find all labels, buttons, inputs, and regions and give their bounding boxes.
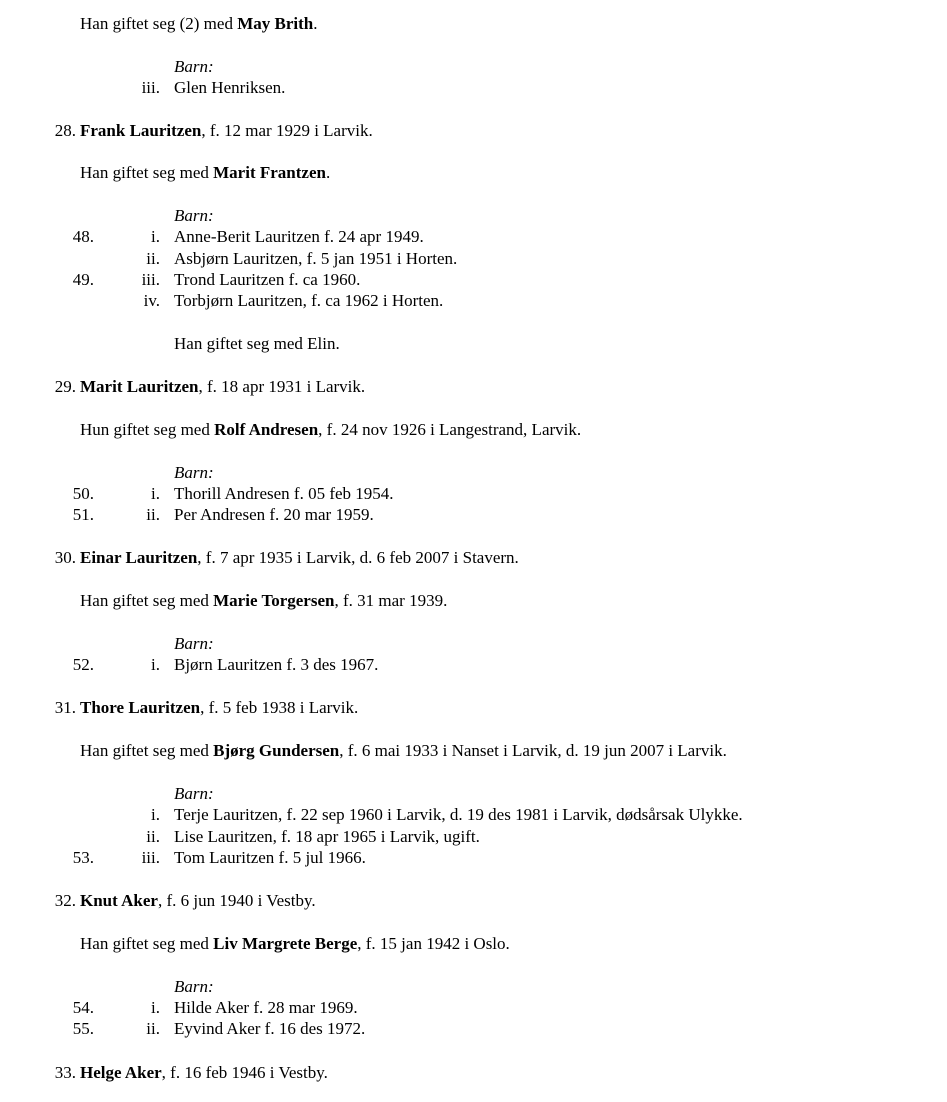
marriage-line bbox=[80, 13, 317, 34]
person-details: , f. 6 jun 1940 i Vestby. bbox=[157, 891, 316, 910]
entry-heading bbox=[80, 547, 519, 568]
entry-number: 31. bbox=[54, 698, 76, 717]
child-text: Anne-Berit Lauritzen f. 24 apr 1949. bbox=[174, 227, 424, 246]
person-name: Einar Lauritzen bbox=[80, 548, 198, 567]
spouse-name: Liv Margrete Berge bbox=[213, 934, 358, 953]
child-text: Bjørn Lauritzen f. 3 des 1967. bbox=[174, 655, 379, 674]
marriage-text: Han giftet seg med bbox=[80, 163, 214, 182]
marriage-text-end: . bbox=[325, 163, 331, 182]
child-text: Torbjørn Lauritzen, f. ca 1962 i Horten. bbox=[174, 291, 444, 310]
marriage-line bbox=[80, 419, 581, 440]
marriage-text-end: , f. 24 nov 1926 i Langestrand, Larvik. bbox=[318, 420, 582, 439]
barn-label: Barn: bbox=[174, 206, 214, 225]
child-roman: ii. bbox=[146, 1019, 160, 1038]
child-roman: iii. bbox=[141, 270, 160, 289]
child-text: Tom Lauritzen f. 5 jul 1966. bbox=[174, 848, 366, 867]
entry-number: 33. bbox=[54, 1063, 76, 1082]
marriage-line bbox=[80, 740, 727, 761]
child-roman: i. bbox=[151, 998, 160, 1017]
child-roman: iii. bbox=[141, 848, 160, 867]
child-text: Terje Lauritzen, f. 22 sep 1960 i Larvik, d. 19 des 1981 i Larvik, dødsårsak Ulykke. bbox=[174, 805, 743, 824]
person-name: Helge Aker bbox=[80, 1063, 162, 1082]
person-details: , f. 5 feb 1938 i Larvik. bbox=[200, 698, 359, 717]
child-roman: i. bbox=[151, 805, 160, 824]
spouse-name: May Brith bbox=[237, 14, 314, 33]
person-name: Frank Lauritzen bbox=[80, 121, 202, 140]
child-roman: i. bbox=[151, 655, 160, 674]
child-text: Glen Henriksen. bbox=[174, 78, 286, 97]
child-roman: i. bbox=[151, 484, 160, 503]
child-number: 49. bbox=[72, 270, 94, 289]
child-note: Han giftet seg med Elin. bbox=[174, 334, 340, 353]
spouse-name: Bjørg Gundersen bbox=[213, 741, 340, 760]
child-roman: ii. bbox=[146, 827, 160, 846]
barn-label: Barn: bbox=[174, 634, 214, 653]
entry-heading bbox=[80, 697, 358, 718]
child-text: Hilde Aker f. 28 mar 1969. bbox=[174, 998, 358, 1017]
child-number: 50. bbox=[72, 484, 94, 503]
entry-heading bbox=[80, 1062, 328, 1083]
child-text: Asbjørn Lauritzen, f. 5 jan 1951 i Horten. bbox=[174, 249, 458, 268]
child-text: Per Andresen f. 20 mar 1959. bbox=[174, 505, 374, 524]
person-details: , f. 18 apr 1931 i Larvik. bbox=[198, 377, 366, 396]
child-number: 48. bbox=[72, 227, 94, 246]
person-details: , f. 16 feb 1946 i Vestby. bbox=[161, 1063, 328, 1082]
person-name: Knut Aker bbox=[80, 891, 158, 910]
child-number: 51. bbox=[72, 505, 94, 524]
child-number: 53. bbox=[72, 848, 94, 867]
child-roman: iii. bbox=[141, 78, 160, 97]
marriage-text: Hun giftet seg med bbox=[80, 420, 215, 439]
child-number: 55. bbox=[72, 1019, 94, 1038]
marriage-line bbox=[80, 162, 330, 183]
marriage-text: Han giftet seg (2) med bbox=[80, 14, 238, 33]
entry-number: 30. bbox=[54, 548, 76, 567]
child-text: Thorill Andresen f. 05 feb 1954. bbox=[174, 484, 394, 503]
child-text: Eyvind Aker f. 16 des 1972. bbox=[174, 1019, 366, 1038]
barn-label: Barn: bbox=[174, 784, 214, 803]
person-name: Marit Lauritzen bbox=[80, 377, 199, 396]
barn-label: Barn: bbox=[174, 463, 214, 482]
marriage-line bbox=[80, 933, 510, 954]
barn-label: Barn: bbox=[174, 57, 214, 76]
entry-heading bbox=[80, 120, 373, 141]
child-number: 54. bbox=[72, 998, 94, 1017]
marriage-text: Han giftet seg med bbox=[80, 934, 214, 953]
child-roman: i. bbox=[151, 227, 160, 246]
child-roman: ii. bbox=[146, 249, 160, 268]
entry-number: 28. bbox=[54, 121, 76, 140]
child-number: 52. bbox=[72, 655, 94, 674]
marriage-text: Han giftet seg med bbox=[80, 591, 214, 610]
spouse-name: Rolf Andresen bbox=[214, 420, 319, 439]
marriage-text-end: . bbox=[313, 14, 318, 33]
marriage-line bbox=[80, 590, 447, 611]
marriage-text: Han giftet seg med bbox=[80, 741, 214, 760]
entry-number: 32. bbox=[54, 891, 76, 910]
person-details: , f. 12 mar 1929 i Larvik. bbox=[201, 121, 373, 140]
barn-label: Barn: bbox=[174, 977, 214, 996]
entry-number: 29. bbox=[54, 377, 76, 396]
child-roman: iv. bbox=[143, 291, 160, 310]
person-details: , f. 7 apr 1935 i Larvik, d. 6 feb 2007 i Stavern. bbox=[197, 548, 519, 567]
child-text: Trond Lauritzen f. ca 1960. bbox=[174, 270, 361, 289]
child-text: Lise Lauritzen, f. 18 apr 1965 i Larvik, ugift. bbox=[174, 827, 480, 846]
entry-heading bbox=[80, 890, 316, 911]
person-name: Thore Lauritzen bbox=[80, 698, 201, 717]
spouse-name: Marit Frantzen bbox=[213, 163, 326, 182]
entry-heading bbox=[80, 376, 365, 397]
marriage-text-end: , f. 6 mai 1933 i Nanset i Larvik, d. 19 jun 2007 i Larvik. bbox=[339, 741, 727, 760]
marriage-text-end: , f. 31 mar 1939. bbox=[334, 591, 448, 610]
child-roman: ii. bbox=[146, 505, 160, 524]
marriage-text-end: , f. 15 jan 1942 i Oslo. bbox=[357, 934, 510, 953]
spouse-name: Marie Torgersen bbox=[213, 591, 335, 610]
